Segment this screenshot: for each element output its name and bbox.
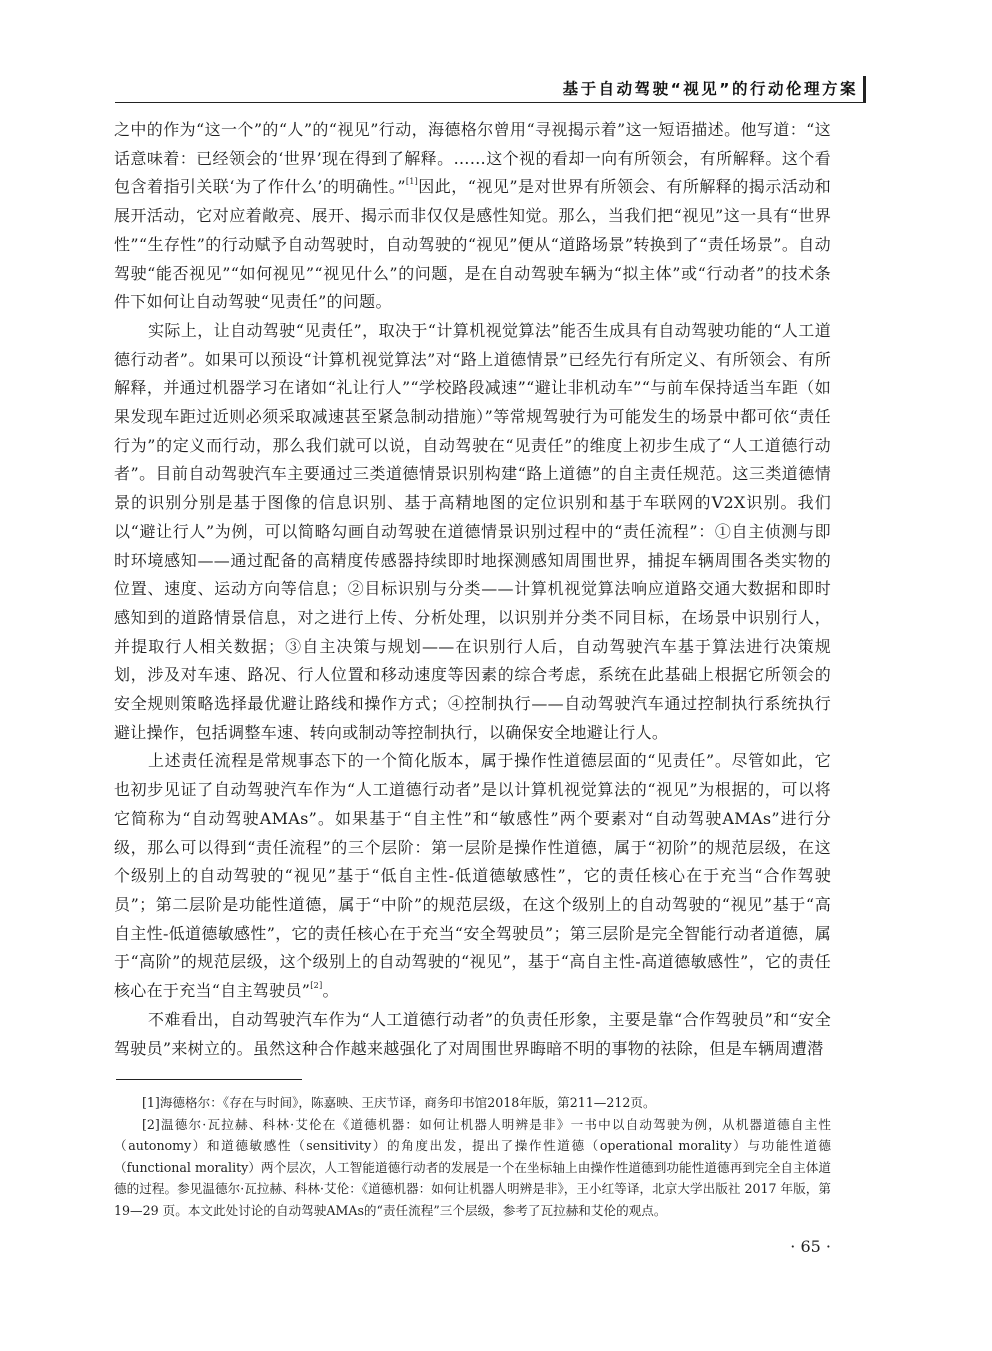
footnote-ref-1: [1] [405,177,419,187]
paragraph-1 [114,116,831,317]
footnotes [114,1092,831,1222]
footnote-rule [116,1079,302,1080]
running-header-title: 基于自动驾驶“视见”的行动伦理方案 [562,80,858,98]
paragraph-3 [114,747,831,1005]
running-header [0,73,992,107]
header-rule [115,102,866,103]
paragraph-3-tail: 。 [322,981,339,1001]
header-vertical-bar [863,76,866,103]
paragraph-1-text: 之中的作为“这一个”的“人”的“视见”行动，海德格尔曾用“寻视揭示着”这一短语描述。他写道：“这话意味着：已经领会的‘世界’现在得到了解释。……这个视的看却一向有所领会，有所解释。这个看包含着指引关联‘为了作什么’的明确性。” [114,120,831,197]
page-number: · 65 · [790,1237,831,1256]
body-text [114,116,831,1063]
paragraph-4: 不难看出，自动驾驶汽车作为“人工道德行动者”的负责任形象，主要是靠“合作驾驶员”和“安全驾驶员”来树立的。虽然这种合作越来越强化了对周围世界晦暗不明的事物的祛除，但是车辆周遭潜 [114,1009,831,1058]
footnote-1: [1]海德格尔：《存在与时间》，陈嘉映、王庆节译，商务印书馆2018年版，第211—212页。 [142,1095,656,1110]
paragraph-3-text: 上述责任流程是常规事态下的一个简化版本，属于操作性道德层面的“见责任”。尽管如此，它也初步见证了自动驾驶汽车作为“人工道德行动者”是以计算机视觉算法的“视见”为根据的，可以将它简称为“自动驾驶AMAs”。如果基于“自主性”和“敏感性”两个要素对“自动驾驶AMAs”进行分级，那么可以得到“责任流程”的三个层阶：第一层阶是操作性道德，属于“初阶”的规范层级，在这个级别上的自动驾驶的“视见”基于“低自主性-低道德敏感性”，它的责任核心在于充当“合作驾驶员”；第二层阶是功能性道德，属于“中阶”的规范层级，在这个级别上的自动驾驶的“视见”基于“高自主性-低道德敏感性”，它的责任核心在于充当“安全驾驶员”；第三层阶是完全智能行动者道德，属于“高阶”的规范层级，这个级别上的自动驾驶的“视见”，基于“高自主性-高道德敏感性”，它的责任核心在于充当“自主驾驶员” [114,751,831,1001]
footnote-2: [2]温德尔·瓦拉赫、科林·艾伦在《道德机器：如何让机器人明辨是非》一书中以自动驾驶为例，从机器道德自主性（autonomy）和道德敏感性（sensitivity）的角度出发，提出了操作性道德（operational morality）与功能性道德（functional morality）两个层次，人工智能道德行动者的发展是一个在坐标轴上由操作性道德到功能性道德再到完全自主体道德的过程。参见温德尔·瓦拉赫、科林·艾伦：《道德机器：如何让机器人明辨是非》，王小红等译，北京大学出版社 2017 年版，第 19—29 页。本文此处讨论的自动驾驶AMAs的“责任流程”三个层级，参考了瓦拉赫和艾伦的观点。 [114,1116,831,1218]
paragraph-1-tail: 因此，“视见”是对世界有所领会、有所解释的揭示活动和展开活动，它对应着敞亮、展开、揭示而非仅仅是感性知觉。那么，当我们把“视见”这一具有“世界性”“生存性”的行动赋予自动驾驶时，自动驾驶的“视见”便从“道路场景”转换到了“责任场景”。自动驾驶“能否视见”“如何视见”“视见什么”的问题，是在自动驾驶车辆为“拟主体”或“行动者”的技术条件下如何让自动驾驶“见责任”的问题。 [114,177,831,312]
paragraph-2: 实际上，让自动驾驶“见责任”，取决于“计算机视觉算法”能否生成具有自动驾驶功能的“人工道德行动者”。如果可以预设“计算机视觉算法”对“路上道德情景”已经先行有所定义、有所领会、有所解释，并通过机器学习在诸如“礼让行人”“学校路段减速”“避让非机动车”“与前车保持适当车距（如果发现车距过近则必须采取减速甚至紧急制动措施）”等常规驾驶行为可能发生的场景中都可依“责任行为”的定义而行动，那么我们就可以说，自动驾驶在“见责任”的维度上初步生成了“人工道德行动者”。目前自动驾驶汽车主要通过三类道德情景识别构建“路上道德”的自主责任规范。这三类道德情景的识别分别是基于图像的信息识别、基于高精地图的定位识别和基于车联网的V2X识别。我们以“避让行人”为例，可以简略勾画自动驾驶在道德情景识别过程中的“责任流程”：①自主侦测与即时环境感知——通过配备的高精度传感器持续即时地探测感知周围世界，捕捉车辆周围各类实物的位置、速度、运动方向等信息；②目标识别与分类——计算机视觉算法响应道路交通大数据和即时感知到的道路情景信息，对之进行上传、分析处理，以识别并分类不同目标，在场景中识别行人，并提取行人相关数据；③自主决策与规划——在识别行人后，自动驾驶汽车基于算法进行决策规划，涉及对车速、路况、行人位置和移动速度等因素的综合考虑，系统在此基础上根据它所领会的安全规则策略选择最优避让路线和操作方式；④控制执行——自动驾驶汽车通过控制执行系统执行避让操作，包括调整车速、转向或制动等控制执行，以确保安全地避让行人。 [114,320,831,742]
footnote-ref-2: [2] [310,981,323,991]
